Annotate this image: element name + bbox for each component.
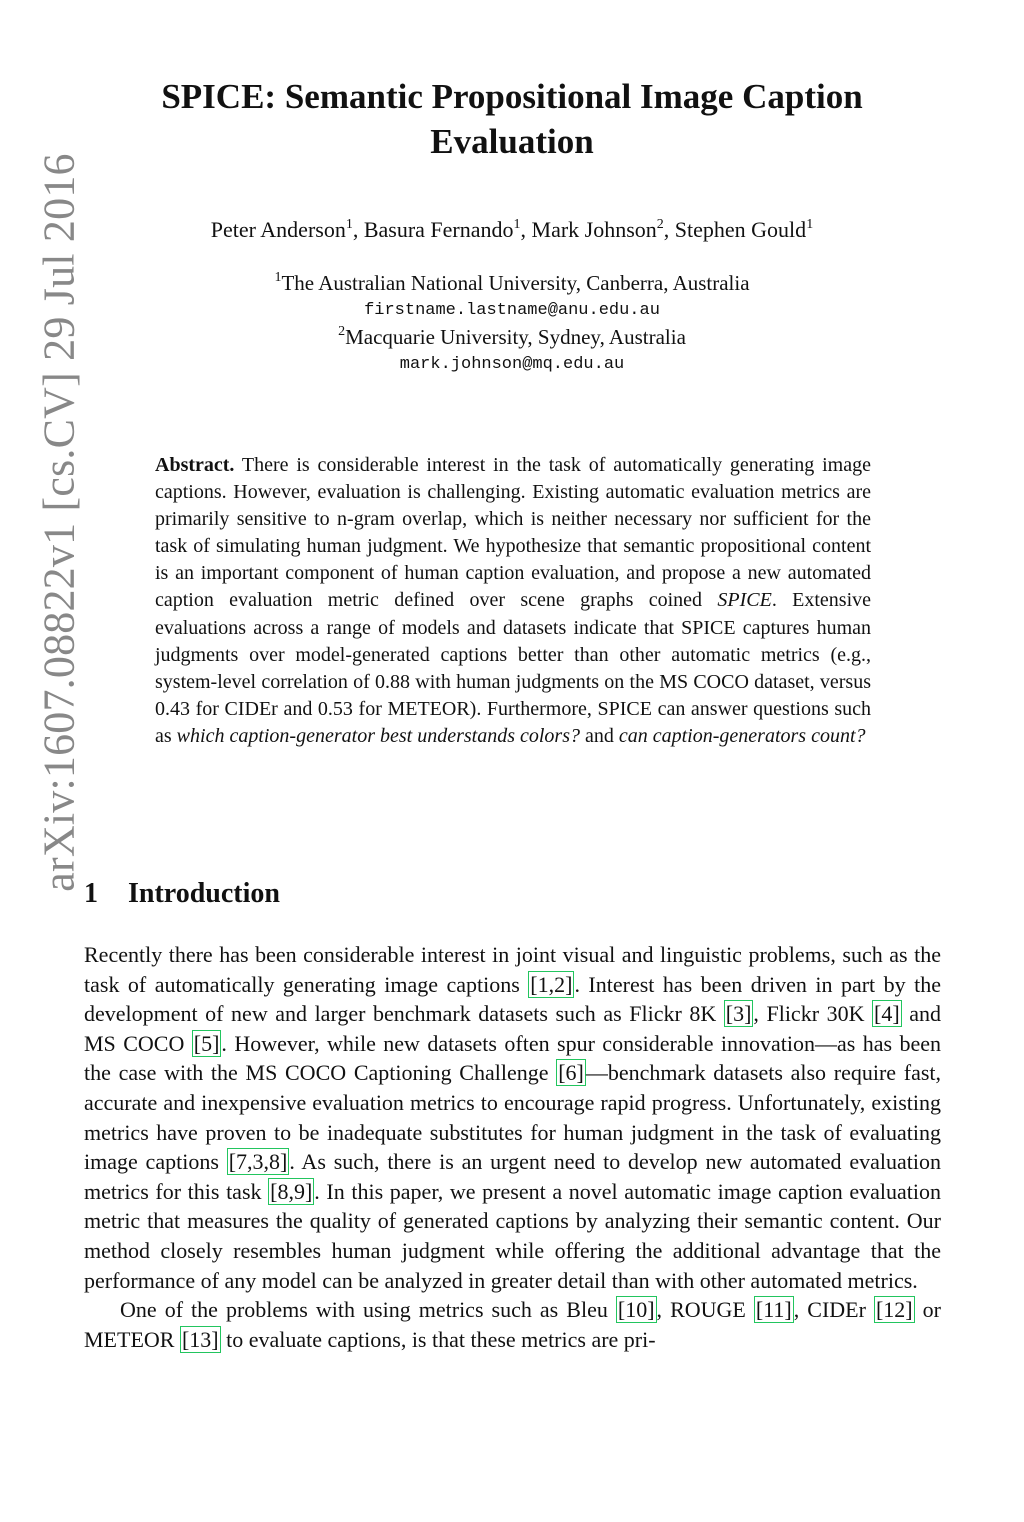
intro-paragraph-2: One of the problems with using metrics such as Bleu [10], ROUGE [11], CIDEr [12] or METEOR [13] to evaluate captions, is that these metrics are pri-	[84, 1297, 941, 1352]
spice-term: SPICE	[717, 589, 772, 612]
paper-title	[100, 74, 924, 164]
affiliation-2: $^2$Macquarie University, Sydney, Australia	[338, 324, 686, 349]
author-affiliation-mark: 1	[513, 217, 521, 232]
citation-link[interactable]: [12]	[875, 1297, 913, 1323]
author-affiliation-mark: 1	[345, 217, 353, 232]
affiliations	[80, 270, 944, 378]
affiliation-1-email[interactable]: firstname.lastname@anu.edu.au	[364, 301, 660, 320]
citation-link[interactable]: [10]	[617, 1297, 655, 1323]
citation-link[interactable]: [11]	[755, 1297, 792, 1323]
citation-link[interactable]: [5]	[193, 1030, 220, 1056]
section-title: Introduction	[128, 878, 280, 909]
citation-link[interactable]: [1,2]	[530, 971, 573, 997]
arxiv-id-text: arXiv:1607.08822v1 [cs.CV] 29 Jul 2016	[34, 153, 84, 892]
author-name: Basura Fernando	[363, 217, 514, 242]
citation-link[interactable]: [13]	[181, 1326, 219, 1352]
abstract: Abstract. There is considerable interest in the task of automatically generating image captions. However, evaluation is challenging. Existing automatic evaluation metrics are primarily sensitive to n-gram overlap, which is neither necessary nor sufficient for the task of simulating human judgment. We hypothesize that semantic propositional content is an important component of human caption evaluation, and propose a new automated caption evaluation metric defined over scene graphs coined SPICE. Extensive evaluations across a range of models and datasets indicate that SPICE captures human judgments over model-generated captions better than other automatic metrics (e.g., system-level correlation of 0.88 with human judgments on the MS COCO dataset, versus 0.43 for CIDEr and 0.53 for METEOR). Furthermore, SPICE can answer questions such as which caption-generator best understands colors? and can caption-generators count?	[155, 454, 871, 747]
section-heading-introduction	[84, 878, 280, 910]
author-name: Mark Johnson	[531, 217, 657, 242]
citation-link[interactable]: [4]	[874, 1001, 900, 1027]
author-list: Peter Anderson$^1$, Basura Fernando$^1$, Mark Johnson$^2$, Stephen Gould$^1$	[210, 217, 814, 242]
question-count: can caption-generators count?	[618, 724, 866, 747]
citation-link[interactable]: [3]	[725, 1001, 752, 1027]
affiliation-2-email[interactable]: mark.johnson@mq.edu.au	[399, 355, 625, 374]
question-colors: which caption-generator best understands colors?	[176, 724, 580, 747]
citation-link[interactable]: [8,9]	[270, 1178, 313, 1204]
author-affiliation-mark: 2	[656, 217, 664, 232]
author-affiliation-mark: 1	[806, 217, 814, 232]
author-name: Stephen Gould	[674, 217, 807, 242]
citation-link[interactable]: [7,3,8]	[228, 1149, 288, 1175]
title-line-2: Evaluation	[430, 122, 594, 161]
title-line-1: SPICE: Semantic Propositional Image Caption	[161, 77, 863, 116]
author-name: Peter Anderson	[210, 217, 346, 242]
intro-paragraph-1: Recently there has been considerable interest in joint visual and linguistic problems, such as the task of automatically generating image captions [1,2]. Interest has been driven in part by the development of new and larger benchmark datasets such as Flickr 8K [3], Flickr 30K [4] and MS COCO [5]. However, while new datasets often spur considerable innovation—as has been the case with the MS COCO Captioning Challenge [6]—benchmark datasets also require fast, accurate and inexpensive evaluation metrics to encourage rapid progress. Unfortunately, existing metrics have proven to be inadequate substitutes for human judgment in the task of evaluating image captions [7,3,8]. As such, there is an urgent need to develop new automated evaluation metrics for this task [8,9]. In this paper, we present a novel automatic image caption evaluation metric that measures the quality of generated captions by analyzing their semantic content. Our method closely resembles human judgment while offering the additional advantage that the performance of any model can be analyzed in greater detail than with other automated metrics.	[84, 942, 942, 1293]
section-number: 1	[84, 878, 98, 909]
citation-link[interactable]: [6]	[558, 1060, 584, 1086]
introduction-body	[84, 940, 941, 1354]
affiliation-1: $^1$The Australian National University, Canberra, Australia	[274, 270, 750, 295]
abstract-label: Abstract.	[155, 454, 235, 476]
